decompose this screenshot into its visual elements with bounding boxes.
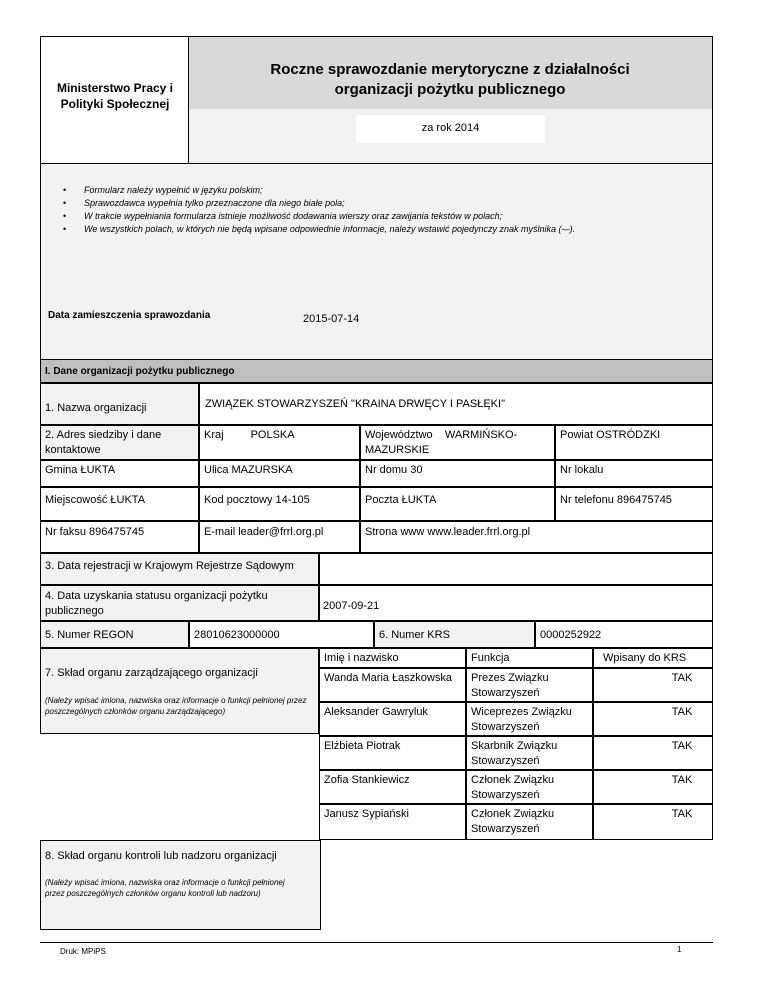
post-office-field: Poczta ŁUKTA (360, 487, 555, 521)
board-member-krs: TAK (593, 668, 713, 702)
fax-field: Nr faksu 896475745 (40, 521, 199, 553)
board-member-krs: TAK (593, 770, 713, 804)
org-name-value: ZWIĄZEK STOWARZYSZEŃ "KRAINA DRWĘCY I PASŁĘKI" (205, 398, 505, 410)
board-header-function: Funkcja (466, 648, 593, 668)
opp-status-date-field: 2007-09-21 (319, 585, 713, 621)
board-label: 7. Skład organu zarządzającego organizacji (45, 667, 258, 679)
county-field: Powiat OSTRÓDZKI (555, 425, 713, 460)
year-field (356, 115, 545, 143)
krs-registration-label-cell: 3. Data rejestracji w Krajowym Rejestrze Sądowym (40, 553, 319, 585)
form-title-line1: Roczne sprawozdanie merytoryczne z działalności (270, 61, 630, 78)
board-header-krs: Wpisany do KRS (593, 648, 713, 668)
board-member-krs: TAK (593, 736, 713, 770)
instructions-box (40, 164, 713, 359)
phone-field: Nr telefonu 896475745 (555, 487, 713, 521)
instruction-item: • W trakcie wypełniania formularza istnieje możliwość dodawania wierszy oraz zawijania tekstów w polach; (63, 211, 503, 221)
control-label-cell (40, 840, 321, 930)
city-field: Miejscowość ŁUKTA (40, 487, 199, 521)
address-label-cell (40, 425, 199, 460)
header-divider (188, 37, 189, 163)
org-name-field (199, 383, 713, 425)
voivodeship-field: Województwo WARMIŃSKO-MAZURSKIE (360, 425, 555, 460)
footer-rule (40, 942, 713, 943)
krs-number-label-cell: 6. Numer KRS (374, 621, 535, 648)
control-label: 8. Skład organu kontroli lub nadzoru organizacji (45, 850, 277, 862)
postal-code-field: Kod pocztowy 14-105 (199, 487, 360, 521)
board-member-function: Członek Związku Stowarzyszeń (466, 770, 593, 804)
board-label-cell (40, 648, 319, 734)
krs-registration-date-field (319, 553, 713, 585)
board-member-function: Skarbnik Związku Stowarzyszeń (466, 736, 593, 770)
board-member-krs: TAK (593, 702, 713, 736)
report-date-value: 2015-07-14 (303, 313, 360, 325)
house-number-field: Nr domu 30 (360, 460, 555, 487)
board-header-name: Imię i nazwisko (319, 648, 466, 668)
instruction-item: • Formularz należy wypełnić w języku polskim; (63, 185, 263, 195)
opp-status-label-cell: 4. Data uzyskania statusu organizacji pożytku publicznego (40, 585, 319, 621)
print-label: Druk: MPiPS (60, 947, 106, 956)
website-field: Strona www www.leader.frrl.org.pl (360, 521, 713, 553)
commune-field: Gmina ŁUKTA (40, 460, 199, 487)
board-member-name: Janusz Sypiański (319, 804, 466, 840)
krs-number-field: 0000252922 (535, 621, 713, 648)
street-field: Ulica MAZURSKA (199, 460, 360, 487)
board-member-name: Zofia Stankiewicz (319, 770, 466, 804)
ministry-name: Ministerstwo Pracy i Polityki Społecznej (56, 81, 174, 111)
org-name-label-cell (40, 383, 199, 425)
email-field: E-mail leader@frrl.org.pl (199, 521, 360, 553)
board-member-name: Elżbieta Piotrak (319, 736, 466, 770)
board-member-function: Wiceprezes Związku Stowarzyszeń (466, 702, 593, 736)
page-number: 1 (677, 945, 682, 954)
board-member-name: Aleksander Gawryluk (319, 702, 466, 736)
board-member-function: Członek Związku Stowarzyszeń (466, 804, 593, 840)
year-label: za rok 2014 (421, 122, 480, 134)
instruction-item: • Sprawozdawca wypełnia tylko przeznaczone dla niego białe pola; (63, 198, 345, 208)
form-title-line2: organizacji pożytku publicznego (334, 81, 566, 98)
board-member-krs: TAK (593, 804, 713, 840)
regon-label-cell: 5. Numer REGON (40, 621, 189, 648)
country-field: Kraj POLSKA (199, 425, 360, 460)
board-member-function: Prezes Związku Stowarzyszeń (466, 668, 593, 702)
board-note: (Należy wpisać imiona, nazwiska oraz informacje o funkcji pełnionej przez poszczególnych członków organu zarządzającego) (45, 696, 307, 716)
regon-field: 28010623000000 (189, 621, 374, 648)
org-name-label: 1. Nazwa organizacji (45, 402, 147, 414)
control-note: (Należy wpisać imiona, nazwiska oraz informacje o funkcji pełnionej przez poszczególnych członków organu kontroli lub nadzoru) (45, 878, 285, 898)
section-title: I. Dane organizacji pożytku publicznego (40, 359, 713, 383)
apartment-number-field: Nr lokalu (555, 460, 713, 487)
instruction-item: • We wszystkich polach, w których nie będą wpisane odpowiednie informacje, należy wstawić pojedynczy znak myślnika (-–). (63, 224, 576, 234)
address-label: 2. Adres siedziby i dane kontaktowe (45, 429, 162, 456)
board-member-name: Wanda Maria Łaszkowska (319, 668, 466, 702)
report-date-label: Data zamieszczenia sprawozdania (48, 310, 211, 321)
